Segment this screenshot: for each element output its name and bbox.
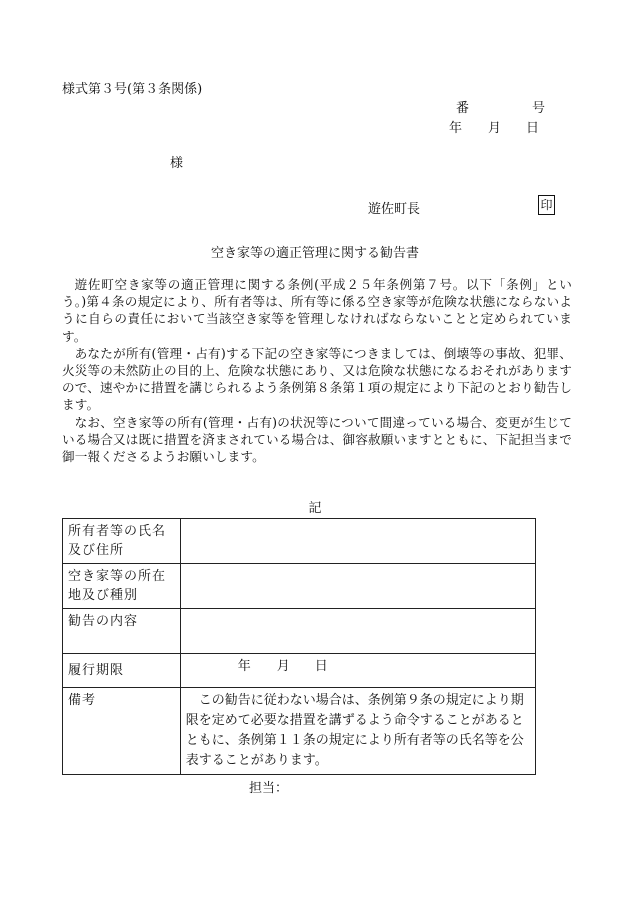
issue-date-line (449, 117, 539, 136)
remarks-label: 備考 (63, 688, 181, 775)
remarks-text: この勧告に従わない場合は、条例第９条の規定により期限を定めて必要な措置を講ずるよう命令することがあるとともに、条例第１１条の規定により所有者等の氏名等を公表することがあります。 (180, 688, 535, 775)
number-ban: 番 (456, 101, 470, 116)
notice-table (62, 518, 536, 775)
form-number: 様式第３号(第３条関係) (62, 82, 203, 97)
body-paragraph-2: あなたが所有(管理・占有)する下記の空き家等につきましては、倒壊等の事故、犯罪、火災等の未然防止の目的上、危険な状態にあり、又は危険な状態になるおそれがありますので、速やかに措置を講じられるよう条例第８条第１項の規定により下記のとおり勧告します。 (62, 345, 572, 413)
owner-label: 所有者等の氏名 及び住所 (63, 519, 181, 564)
addressee-suffix: 様 (170, 156, 184, 171)
deadline-value (180, 654, 535, 688)
seal-mark: 印 (538, 195, 555, 215)
table-row (63, 609, 536, 654)
issuer-name: 遊佐町長 (368, 202, 421, 217)
table-row (63, 688, 536, 775)
table-row (63, 564, 536, 609)
deadline-month: 月 (276, 659, 290, 674)
deadline-day: 日 (314, 659, 328, 674)
ki-heading: 記 (308, 501, 322, 516)
deadline-label: 履行期限 (63, 654, 181, 688)
date-month: 月 (488, 121, 502, 136)
number-go: 号 (532, 101, 546, 116)
content-value (180, 609, 535, 654)
body-paragraph-3: なお、空き家等の所有(管理・占有)の状況等について間違っている場合、変更が生じている場合又は既に措置を済まされている場合は、御容赦願いますとともに、下記担当まで御一報くださるようお願いします。 (62, 414, 572, 465)
location-value (180, 564, 535, 609)
contact-label: 担当： (249, 781, 289, 796)
content-label: 勧告の内容 (63, 609, 181, 654)
location-label: 空き家等の所在 地及び種別 (63, 564, 181, 609)
deadline-year: 年 (237, 659, 251, 674)
date-day: 日 (526, 121, 540, 136)
body-paragraph-1: 遊佐町空き家等の適正管理に関する条例(平成２５年条例第７号。以下「条例」という。)第４条の規定により、所有者等は、所有等に係る空き家等が危険な状態にならないように自らの責任において当該空き家等を管理しなければならないことと定められています。 (62, 277, 572, 344)
notice-body (62, 276, 572, 465)
table-row (63, 519, 536, 564)
document-title: 空き家等の適正管理に関する勧告書 (210, 246, 419, 261)
table-row (63, 654, 536, 688)
document-number-line (456, 97, 545, 116)
owner-value (180, 519, 535, 564)
date-year: 年 (449, 121, 463, 136)
